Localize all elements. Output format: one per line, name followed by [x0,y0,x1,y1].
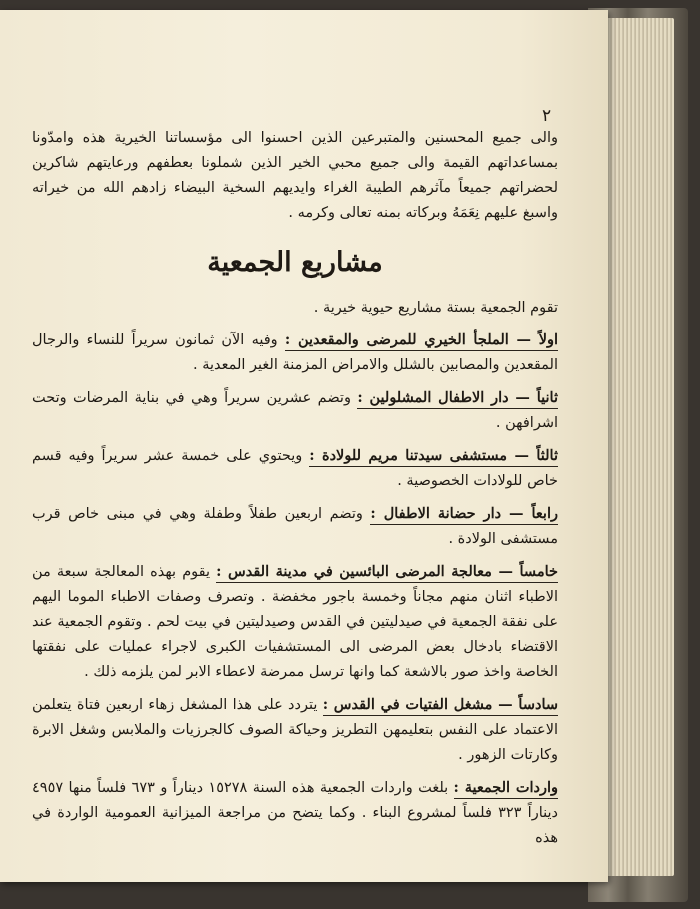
page-content [32,102,558,858]
project-item [32,385,558,436]
project-body: يتردد على هذا المشغل زهاء اربعين فتاة يتعلمن الاعتماد على النفس بتعليمهن التطريز وحياكة الصوف كالجرزيات والملابس وشغل الابرة وكارتات الزهور . [32,697,558,763]
project-body: وتضم اربعين طفلاً وطفلة وهي في مبنى خاص قرب مستشفى الولادة . [32,506,558,547]
project-title: واردات الجمعية : [454,779,558,799]
section-heading: مشاريع الجمعية [207,247,383,278]
project-body: بلغت واردات الجمعية هذه السنة ١٥٢٧٨ ديناراً و ٦٧٣ فلساً منها ٤٩٥٧ ديناراً ٣٢٣ فلساً لمشروع البناء . وكما يتضح من مراجعة الميزانية العمومية الواردة في هذه [32,780,558,846]
project-title: ثالثاً — مستشفى سيدتنا مريم للولادة : [309,447,558,467]
project-title: اولاً — الملجأ الخيري للمرضى والمقعدين : [285,331,558,351]
project-body: ويحتوي على خمسة عشر سريراً وفيه قسم خاص للولادات الخصوصية . [32,448,558,489]
project-item [32,327,558,378]
project-body: وفيه الآن ثمانون سريراً للنساء والرجال المقعدين والمصابين بالشلل والامراض المزمنة الغير المعدية . [32,332,558,373]
book-page [0,10,608,882]
page-number: ٢ [542,106,552,126]
project-title: خامساً — معالجة المرضى البائسين في مدينة القدس : [216,563,558,583]
project-title: ثانياً — دار الاطفال المشلولين : [357,389,558,409]
lead-paragraph: تقوم الجمعية بستة مشاريع حيوية خيرية . [313,300,558,316]
project-body: يقوم بهذه المعالجة سبعة من الاطباء اثنان منهم مجاناً وخمسة باجور مخفضة . وتصرف وصفات الاطباء الموما اليهم على نفقة الجمعية في صيدليتين في القدس وصيدليتين في بيت لحم . وتقوم الجمعية عند الاقتضاء بادخال بعض المرضى الى المستشفيات الكبرى لاجراء عمليات على نفقتها الخاصة واخذ صور بالاشعة كما وانها ترسل ممرضة لاعطاء الابر لمن يلزمه ذلك . [32,564,558,680]
project-item [32,692,558,768]
project-item [32,775,558,851]
project-title: رابعاً — دار حضانة الاطفال : [370,505,558,525]
intro-paragraph: والى جميع المحسنين والمتبرعين الذين احسنوا الى مؤسساتنا الخيرية هذه وامدّونا بمساعداتهم القيمة والى جميع محبي الخير الذين شملونا بعطفهم ورعايتهم شاكرين لحضراتهم جميعاً مآثرهم الطيبة الغراء وايديهم السخية البيضاء زادهم الله من خيراته واسبغ عليهم نِعَمَهُ وبركاته بمنه تعالى وكرمه . [32,130,558,221]
project-item [32,501,558,552]
project-title: سادساً — مشغل الفتيات في القدس : [323,696,558,716]
project-item [32,559,558,685]
project-body: وتضم عشرين سريراً وهي في بناية المرضات وتحت اشرافهن . [32,390,558,431]
project-item [32,443,558,494]
